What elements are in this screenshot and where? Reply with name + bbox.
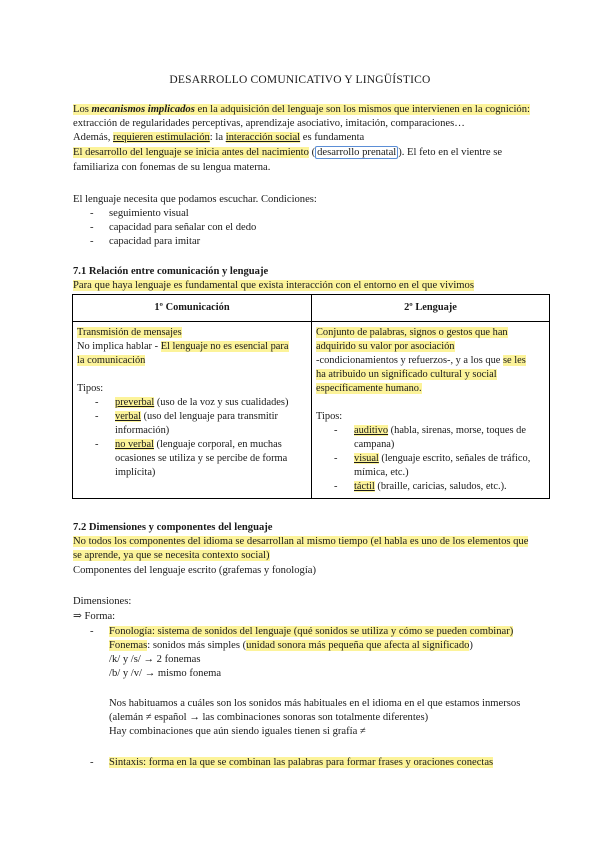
text: es fundamenta xyxy=(300,132,365,143)
text-highlight: auditivo xyxy=(354,425,389,436)
tipos-label: Tipos: xyxy=(77,383,104,394)
text-highlight: ha atribuido un significado cultural y social xyxy=(316,369,497,380)
list-item: - no verbal (lenguaje corporal, en muchas ocasiones se utiliza y se percibe de forma implícita) xyxy=(95,439,288,478)
list-item: capacidad para imitar xyxy=(109,236,201,247)
list-dash: - xyxy=(90,208,94,219)
text-highlight: específicamente humano. xyxy=(316,383,422,394)
paragraph-line: (alemán ≠ español → las combinaciones sonoras son totalmente diferentes) xyxy=(109,712,429,723)
conditions-lead: El lenguaje necesita que podamos escuchar. Condiciones: xyxy=(73,194,317,205)
text-highlight: visual xyxy=(354,453,379,464)
intro-line-1 xyxy=(73,103,530,117)
section-heading-7-2: 7.2 Dimensiones y componentes del lenguaje xyxy=(73,522,273,533)
list-dash: - xyxy=(90,222,94,233)
text-highlight: se aprende, ya que se necesita contexto social) xyxy=(73,550,270,561)
tipos-list xyxy=(77,396,307,480)
list-item: - visual (lenguaje escrito, señales de tráfico, mímica, etc.) xyxy=(334,453,531,478)
comparison-table xyxy=(72,294,550,499)
section-subtitle-7-1 xyxy=(73,279,474,293)
list-item: - auditivo (habla, sirenas, morse, toques de campana) xyxy=(334,425,526,450)
list-dash: - xyxy=(90,626,94,637)
text: Además, xyxy=(73,132,114,143)
text: información) xyxy=(115,425,170,436)
list-dash: - xyxy=(90,236,94,247)
text-highlight: Fonemas xyxy=(109,640,148,651)
text: ) xyxy=(469,640,473,651)
text-highlight: Para que haya lenguaje es fundamental que exista interacción con el entorno en el que vivimos xyxy=(73,280,474,291)
forma-label: ⇒ Forma: xyxy=(73,611,116,622)
text: Los xyxy=(73,104,92,115)
list-item: - preverbal (uso de la voz y sus cualidades) xyxy=(95,397,289,408)
text-highlight: El desarrollo del lenguaje se inicia antes del nacimiento xyxy=(73,147,309,158)
table-cell-comunicacion xyxy=(73,322,312,499)
text: : sonidos más simples ( xyxy=(147,640,247,651)
intro-line-4 xyxy=(73,146,502,160)
text-highlight: : forma en la que se combinan las palabras para formar frases y oraciones conectas xyxy=(143,757,494,768)
list-item: - verbal (uso del lenguaje para transmitir información) xyxy=(95,411,279,436)
text-highlight: táctil xyxy=(354,481,375,492)
text: (lenguaje corporal, en muchas xyxy=(153,439,282,450)
text: mímica, etc.) xyxy=(354,467,409,478)
text: (uso de la voz y sus cualidades) xyxy=(154,397,289,408)
tipos-label: Tipos: xyxy=(316,411,343,422)
text: -condicionamientos y refuerzos-, y a los que xyxy=(316,355,503,366)
text: No implica hablar - xyxy=(77,341,161,352)
text: : la xyxy=(209,132,226,143)
text-highlight: adquirido su valor por asociación xyxy=(316,341,455,352)
s72-line-3: Componentes del lenguaje escrito (grafemas y fonología) xyxy=(73,565,316,576)
text: ( xyxy=(308,147,316,158)
section-heading-7-1: 7.1 Relación entre comunicación y lenguaje xyxy=(73,266,269,277)
text: ocasiones se utiliza y se percibe de forma xyxy=(115,453,288,464)
list-item: capacidad para señalar con el dedo xyxy=(109,222,257,233)
dimensiones-label: Dimensiones: xyxy=(73,596,132,607)
table-cell-lenguaje xyxy=(312,322,550,499)
text-highlight: no verbal xyxy=(115,439,154,450)
list-dash: - xyxy=(90,757,94,768)
text-highlight: Transmisión de mensajes xyxy=(77,327,182,338)
text-highlight: preverbal xyxy=(115,397,155,408)
text: (uso del lenguaje para transmitir xyxy=(140,411,279,422)
text-highlight: interacción social xyxy=(225,132,301,143)
example-line: /k/ y /s/ → 2 fonemas xyxy=(109,654,201,665)
intro-line-3 xyxy=(73,131,364,145)
boxed-term: desarrollo prenatal xyxy=(317,147,397,158)
text: implícita) xyxy=(115,467,156,478)
intro-line-5: familiariza con fonemas de su lengua materna. xyxy=(73,162,271,173)
s72-line-2 xyxy=(73,549,270,563)
text-highlight: : sistema de sonidos del lenguaje (qué sonidos se utiliza y cómo se pueden combinar) xyxy=(151,626,514,637)
text-highlight: No todos los componentes del idioma se desarrollan al mismo tiempo (el habla es uno de los elementos que xyxy=(73,536,529,547)
text-highlight: El lenguaje no es esencial para xyxy=(160,341,289,352)
s72-line-1 xyxy=(73,535,528,549)
intro-line-2: extracción de regularidades perceptivas, aprendizaje asociativo, imitación, comparaciones… xyxy=(73,118,465,129)
table-header-lenguaje: 2º Lenguaje xyxy=(312,295,550,322)
example-line: /b/ y /v/ → mismo fonema xyxy=(109,668,222,679)
document-title: DESARROLLO COMUNICATIVO Y LINGÜÍSTICO xyxy=(169,74,431,86)
text-highlight: Sintaxis xyxy=(109,757,144,768)
paragraph-line: Hay combinaciones que aún siendo iguales tienen si grafía ≠ xyxy=(109,726,366,737)
text-highlight: se les xyxy=(502,355,526,366)
text-highlight: verbal xyxy=(115,411,141,422)
text-highlight: Conjunto de palabras, signos o gestos que han xyxy=(316,327,508,338)
text: (braille, caricias, saludos, etc.). xyxy=(374,481,507,492)
list-item: - táctil (braille, caricias, saludos, etc.). xyxy=(334,481,507,492)
text-bold: mecanismos implicados xyxy=(91,104,195,115)
text: (habla, sirenas, morse, toques de xyxy=(388,425,526,436)
text: en la adquisición del lenguaje son los mismos que intervienen en la cognición: xyxy=(194,104,530,115)
table-header-comunicacion: 1º Comunicación xyxy=(73,295,312,322)
tipos-list xyxy=(316,424,545,494)
fonemas-line xyxy=(109,639,473,653)
sintaxis-line xyxy=(109,756,493,770)
text: campana) xyxy=(354,439,395,450)
list-item: seguimiento visual xyxy=(109,208,189,219)
text: ). El feto en el vientre se xyxy=(398,147,503,158)
text-highlight: la comunicación xyxy=(77,355,146,366)
text-highlight: requieren estimulación xyxy=(113,132,210,143)
fonologia-line xyxy=(109,625,513,639)
text-highlight: Fonología xyxy=(109,626,152,637)
paragraph-line: Nos habituamos a cuáles son los sonidos más habituales en el idioma en el que estamos inmersos xyxy=(109,698,521,709)
text: (lenguaje escrito, señales de tráfico, xyxy=(378,453,531,464)
text-highlight: unidad sonora más pequeña que afecta al significado xyxy=(246,640,470,651)
